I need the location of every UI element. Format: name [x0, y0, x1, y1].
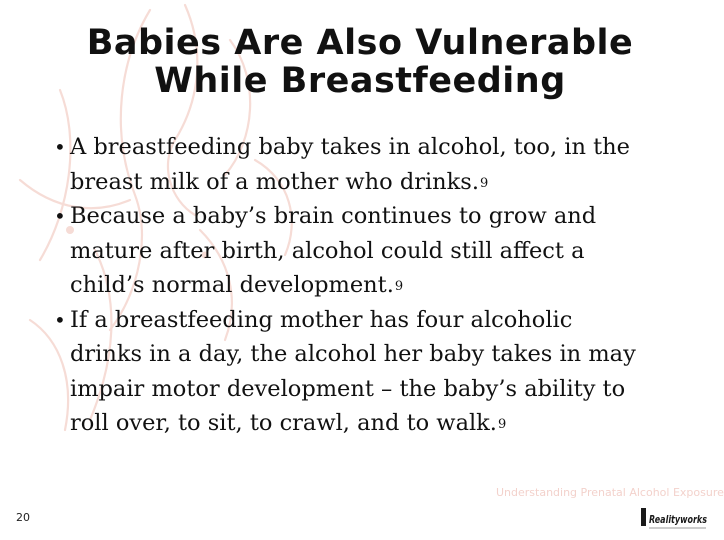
- realityworks-logo-icon: [640, 504, 710, 534]
- reference-number: 9: [497, 417, 507, 432]
- bullet-icon: •: [54, 135, 66, 159]
- bullet-item: [48, 199, 688, 303]
- page-number: 20: [16, 511, 30, 524]
- bullet-line: [70, 406, 688, 441]
- bullet-line: [70, 268, 688, 303]
- bullet-line-text: breast milk of a mother who drinks.: [70, 168, 479, 195]
- bullet-line-text: roll over, to sit, to crawl, and to walk.: [70, 410, 497, 436]
- bullet-line: impair motor development – the baby’s ability to: [70, 375, 626, 402]
- slide-title: [40, 24, 680, 100]
- bullet-item: [48, 303, 688, 441]
- bullet-list: [48, 130, 688, 441]
- bullet-icon: •: [54, 307, 66, 332]
- footer-watermark: Understanding Prenatal Alcohol Exposure: [496, 486, 724, 499]
- brand-logo-text: Realityworks: [649, 513, 708, 526]
- bullet-item: [48, 130, 688, 199]
- bullet-line: drinks in a day, the alcohol her baby takes in may: [70, 341, 636, 367]
- reference-number: 9: [480, 175, 489, 191]
- bullet-line: mature after birth, alcohol could still affect a: [70, 237, 585, 264]
- reference-number: 9: [394, 279, 404, 294]
- bullet-line: If a breastfeeding mother has four alcoholic: [70, 306, 573, 333]
- bullet-icon: •: [54, 204, 66, 228]
- title-line: While Breastfeeding: [154, 61, 566, 101]
- bullet-line: A breastfeeding baby takes in alcohol, too, in the: [70, 134, 630, 160]
- bullet-line: Because a baby’s brain continues to grow and: [70, 203, 597, 229]
- bullet-line-text: child’s normal development.: [70, 272, 394, 298]
- title-line: Babies Are Also Vulnerable: [86, 23, 634, 63]
- bullet-line: [70, 165, 688, 200]
